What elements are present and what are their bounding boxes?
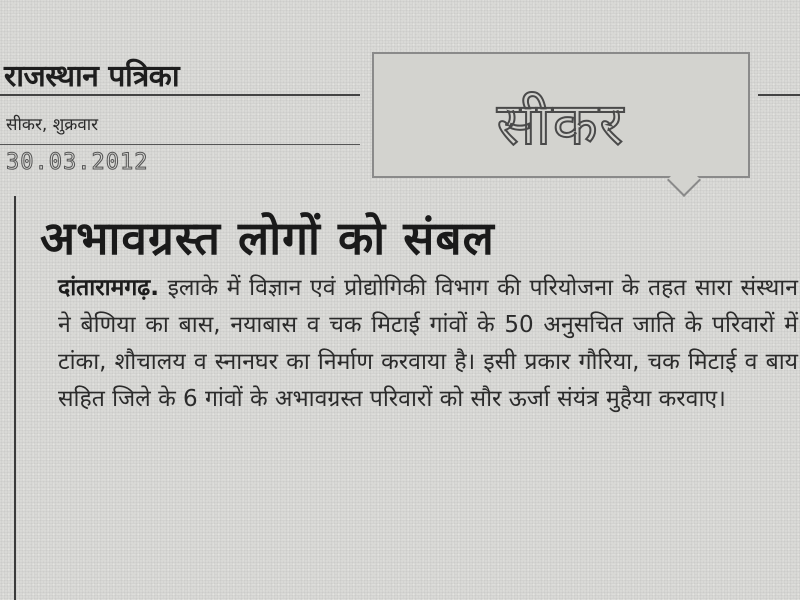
section-title: सीकर (496, 90, 626, 158)
section-label-box (372, 52, 750, 178)
publication-date: 30.03.2012 (6, 150, 149, 175)
masthead-top-rule (0, 94, 360, 96)
article-body-text: इलाके में विज्ञान एवं प्रोद्योगिकी विभाग की परियोजना के तहत सारा संस्थान ने बेणिया का बास, नयाबास व चक मिटाई गांवों के 50 अनुसचित जाति के परिवारों में टांका, शौचालय व स्नानघर का निर्माण करवाया है। इसी प्रकार गौरिया, चक मिटाई व बाय सहित जिले के 6 गांवों के अभावग्रस्त परिवारों को सौर ऊर्जा संयंत्र मुहैया करवाए। (58, 275, 798, 412)
article-dateline: दांतारामगढ़. (58, 275, 159, 301)
column-rule (14, 196, 16, 600)
article-body (58, 270, 798, 418)
newspaper-name: राजस्थान पत्रिका (4, 59, 180, 94)
edition-city-day: सीकर, शुक्रवार (6, 115, 99, 135)
masthead-bottom-rule (0, 144, 360, 145)
section-right-rule (758, 94, 800, 96)
article-headline: अभावग्रस्त लोगों को संबल (40, 211, 495, 265)
